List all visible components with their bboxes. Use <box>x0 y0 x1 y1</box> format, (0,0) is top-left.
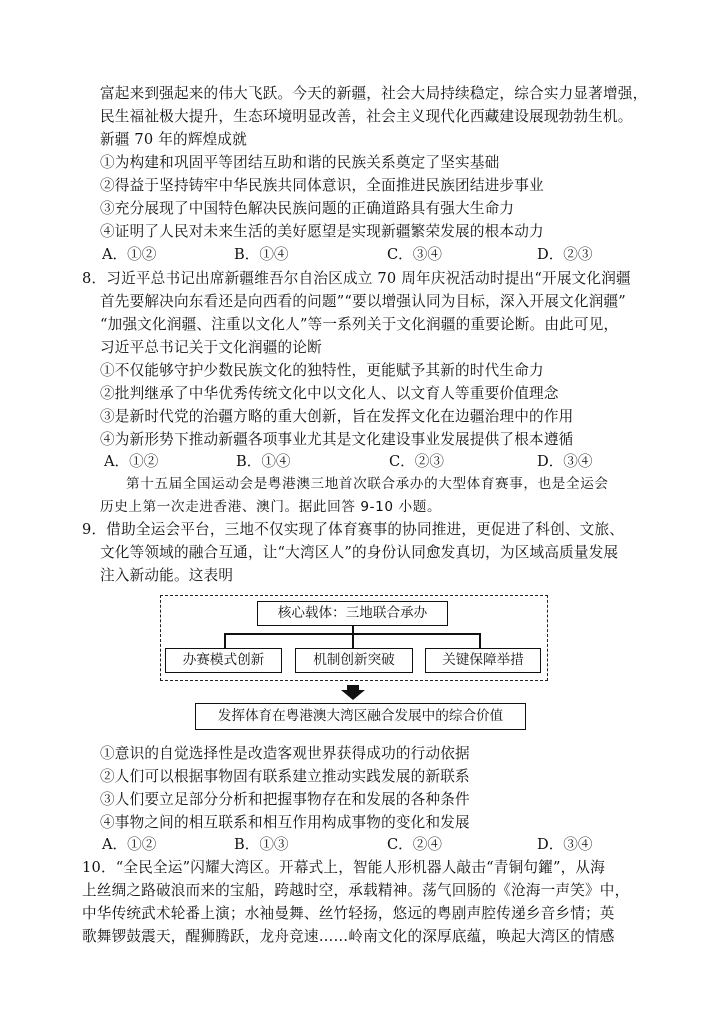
intro-line-2: 民生福祉极大提升，生态环境明显改善，社会主义现代化西藏建设展现勃勃生机。 <box>100 108 633 125</box>
q9-statement-2: ②人们可以根据事物固有联系建立推动实践发展的新联系 <box>100 768 470 785</box>
q8-option-b: B．①④ <box>236 453 291 470</box>
intro-option-d: D．②③ <box>537 246 593 263</box>
intro-statement-3: ③充分展现了中国特色解决民族问题的正确道路具有强大生命力 <box>100 200 515 217</box>
intro-option-b: B．①④ <box>234 246 289 263</box>
q9-statement-3: ③人们要立足部分分析和把握事物存在和发展的各种条件 <box>100 791 470 808</box>
intro-statement-1: ①为构建和巩固平等团结互助和谐的民族关系奠定了坚实基础 <box>100 154 500 171</box>
diagram-down-arrow-icon <box>341 690 365 700</box>
q9-statement-1: ①意识的自觉选择性是改造客观世界获得成功的行动依据 <box>100 745 470 762</box>
q8-statement-1: ①不仅能够守护少数民族文化的独特性，更能赋予其新的时代生命力 <box>100 362 544 379</box>
q10-line-1: 10．“全民全运”闪耀大湾区。开幕式上，智能人形机器人敲击“青铜句鑃”，从海 <box>82 859 606 876</box>
q10-line-2: 上丝绸之路破浪而来的宝船，跨越时空，承载精神。荡气回肠的《沧海一声笑》中， <box>82 882 630 899</box>
intro-statement-4: ④证明了人民对未来生活的美好愿望是实现新疆繁荣发展的根本动力 <box>100 223 544 240</box>
diagram-branch-3: 关键保障举措 <box>425 648 541 673</box>
q9-line-1: 9．借助全运会平台，三地不仅实现了体育赛事的协同推进，更促进了科创、文旅、 <box>82 521 625 538</box>
diagram-result-box: 发挥体育在粤港澳大湾区融合发展中的综合价值 <box>195 703 526 730</box>
q9-option-a: A．①② <box>102 836 157 853</box>
intro-option-a: A．①② <box>102 246 157 263</box>
diagram-branch-1: 办赛模式创新 <box>165 648 282 673</box>
q9-option-d: D．③④ <box>537 836 593 853</box>
q9-option-c: C．②④ <box>387 836 442 853</box>
q9-line-3: 注入新动能。这表明 <box>100 567 234 584</box>
q8-statement-2: ②批判继承了中华优秀传统文化中以文化人、以文育人等重要价值理念 <box>100 385 559 402</box>
q8-statement-4: ④为新形势下推动新疆各项事业尤其是文化建设事业发展提供了根本遵循 <box>100 431 574 448</box>
material-line-1: 第十五届全国运动会是粤港澳三地首次联合承办的大型体育赛事，也是全运会 <box>126 476 609 492</box>
material-line-2: 历史上第一次走进香港、澳门。据此回答 9-10 小题。 <box>100 499 442 515</box>
q8-option-c: C．②③ <box>389 453 444 470</box>
q10-line-3: 中华传统武术轮番上演；水袖曼舞、丝竹轻扬，悠远的粤剧声腔传递乡音乡情；英 <box>82 905 615 922</box>
q8-line-1: 8．习近平总书记出席新疆维吾尔自治区成立 70 周年庆祝活动时提出“开展文化润疆 <box>82 270 631 287</box>
intro-line-3: 新疆 70 年的辉煌成就 <box>100 131 247 148</box>
intro-statement-2: ②得益于坚持铸牢中华民族共同体意识，全面推进民族团结进步事业 <box>100 177 544 194</box>
q8-statement-3: ③是新时代党的治疆方略的重大创新，旨在发挥文化在边疆治理中的作用 <box>100 408 574 425</box>
diagram-connector-left <box>224 633 226 648</box>
diagram-connector-middle <box>352 633 354 648</box>
q8-line-3: “加强文化润疆、注重以文化人”等一系列关于文化润疆的重要论断。由此可见， <box>100 316 619 333</box>
q8-line-2: 首先要解决向东看还是向西看的问题”“要以增强认同为目标，深入开展文化润疆” <box>100 293 626 310</box>
intro-option-c: C．③④ <box>387 246 442 263</box>
q8-line-4: 习近平总书记关于文化润疆的论断 <box>100 339 322 356</box>
q9-option-b: B．①③ <box>234 836 289 853</box>
q10-line-4: 歌舞锣鼓震天，醒狮腾跃，龙舟竞速……岭南文化的深厚底蕴，唤起大湾区的情感 <box>82 928 615 945</box>
q9-statement-4: ④事物之间的相互联系和相互作用构成事物的变化和发展 <box>100 814 470 831</box>
diagram-connector-right <box>479 633 481 648</box>
diagram-branch-2: 机制创新突破 <box>295 648 413 673</box>
q8-option-a: A．①② <box>104 453 159 470</box>
diagram-core-box: 核心载体：三地联合承办 <box>257 601 448 626</box>
intro-line-1: 富起来到强起来的伟大飞跃。今天的新疆，社会大局持续稳定，综合实力显著增强， <box>100 85 648 102</box>
q8-option-d: D．③④ <box>537 453 593 470</box>
q9-line-2: 文化等领域的融合互通，让“大湾区人”的身份认同愈发真切，为区域高质量发展 <box>100 544 619 561</box>
